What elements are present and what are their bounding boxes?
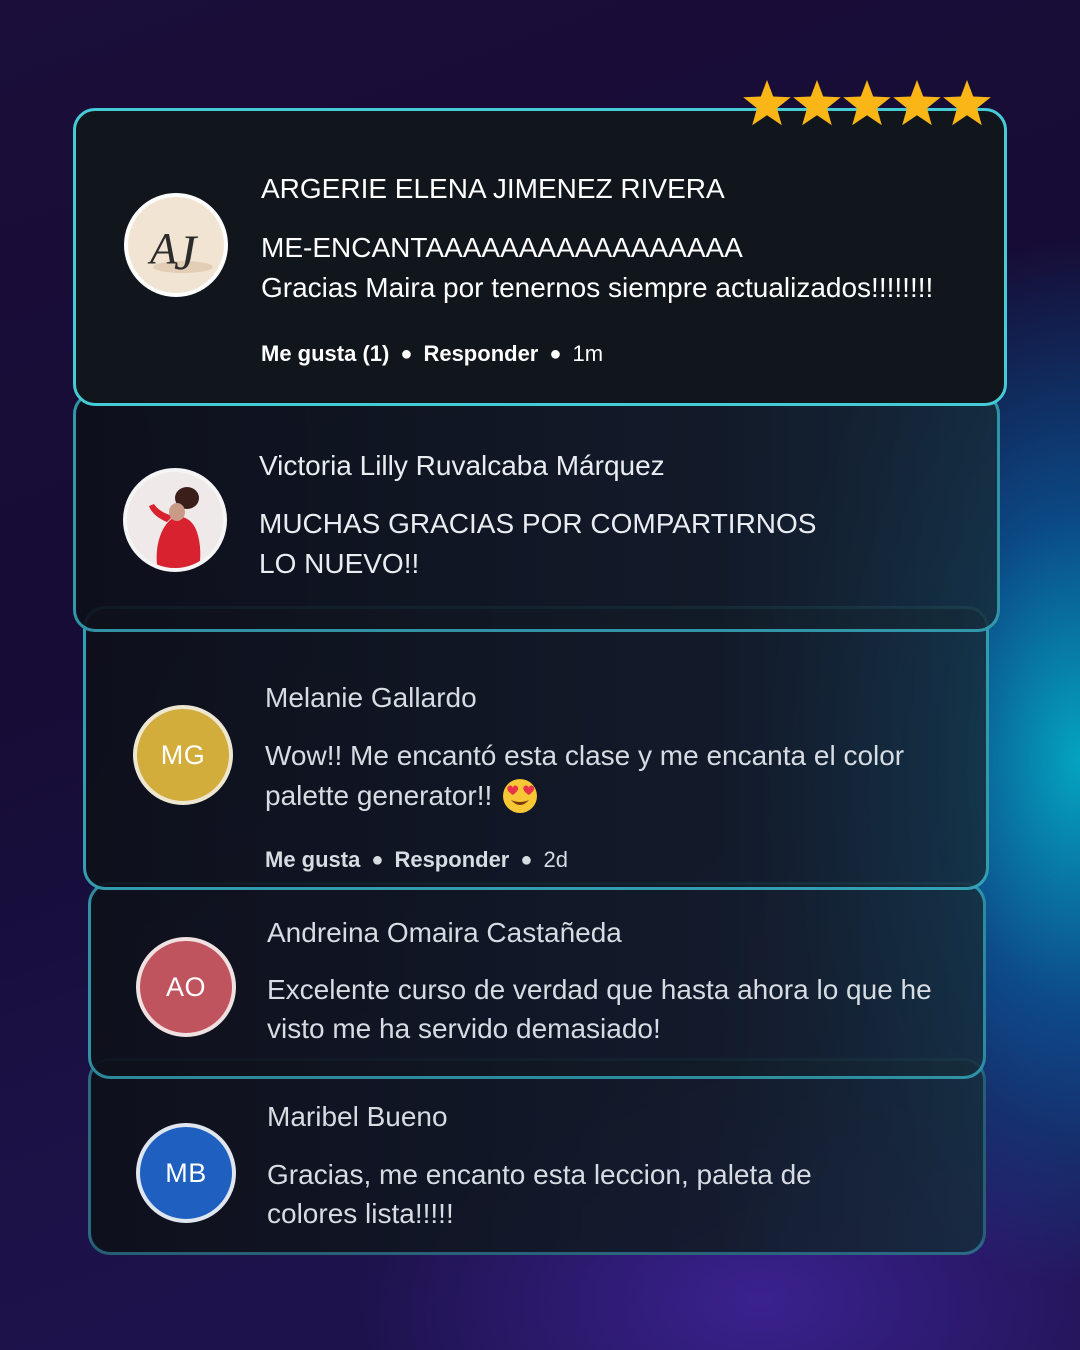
avatar-initials: MG <box>160 739 206 770</box>
comment-card <box>88 1058 986 1255</box>
comment-author[interactable]: Melanie Gallardo <box>265 682 477 713</box>
comment-text-line: Excelente curso de verdad que hasta ahora lo que he <box>267 974 932 1005</box>
star-icon <box>943 80 991 125</box>
comment-timestamp: 2d <box>543 847 568 872</box>
star-icon <box>743 80 791 125</box>
comment-text-line: Gracias, me encanto esta leccion, paleta de <box>267 1159 812 1190</box>
svg-text:A: A <box>150 224 178 273</box>
avatar[interactable] <box>136 1123 236 1223</box>
comment-text-line <box>265 776 538 816</box>
comment-text: palette generator!! <box>265 780 493 811</box>
star-icon <box>793 80 841 125</box>
comment-text-line: colores lista!!!!! <box>267 1198 454 1229</box>
comment-card <box>73 392 1000 632</box>
comment-text-line: LO NUEVO!! <box>259 548 420 579</box>
comment-card <box>73 108 1007 406</box>
avatar-initials: AO <box>165 971 206 1002</box>
comment-author[interactable]: Maribel Bueno <box>267 1101 448 1132</box>
comment-text-line: Gracias Maira por tenernos siempre actualizados!!!!!!!! <box>261 272 934 303</box>
avatar[interactable] <box>133 705 233 805</box>
aj-logo-icon <box>128 197 224 293</box>
like-button[interactable]: Me gusta <box>265 847 361 872</box>
avatar-initials: MB <box>165 1157 207 1188</box>
comment-timestamp: 1m <box>572 341 604 366</box>
reply-button[interactable]: Responder <box>394 847 510 872</box>
like-button[interactable]: Me gusta (1) <box>261 341 390 366</box>
separator-dot-icon: ● <box>549 342 562 365</box>
reply-button[interactable]: Responder <box>423 341 539 366</box>
comment-author[interactable]: Andreina Omaira Castañeda <box>267 917 622 948</box>
comment-text-line: visto me ha servido demasiado! <box>267 1013 661 1044</box>
comment-actions <box>265 847 568 873</box>
five-star-rating <box>742 78 992 130</box>
avatar[interactable] <box>136 937 236 1037</box>
comment-actions <box>261 341 603 367</box>
comment-author[interactable]: Victoria Lilly Ruvalcaba Márquez <box>259 450 665 481</box>
comment-card <box>88 882 986 1079</box>
comment-card <box>83 606 989 890</box>
comment-text-line: MUCHAS GRACIAS POR COMPARTIRNOS <box>259 508 817 539</box>
comment-text-line: ME-ENCANTAAAAAAAAAAAAAAAAA <box>261 232 743 263</box>
profile-photo-icon <box>127 472 223 568</box>
comment-author[interactable]: ARGERIE ELENA JIMENEZ RIVERA <box>261 173 725 204</box>
heart-eyes-emoji-icon <box>502 778 538 814</box>
separator-dot-icon: ● <box>520 848 533 871</box>
avatar[interactable] <box>124 193 228 297</box>
separator-dot-icon: ● <box>371 848 384 871</box>
svg-text:J: J <box>174 224 197 280</box>
star-icon <box>893 80 941 125</box>
comment-text-line: Wow!! Me encantó esta clase y me encanta el color <box>265 740 905 771</box>
star-icon <box>843 80 891 125</box>
separator-dot-icon: ● <box>400 342 413 365</box>
avatar[interactable] <box>123 468 227 572</box>
